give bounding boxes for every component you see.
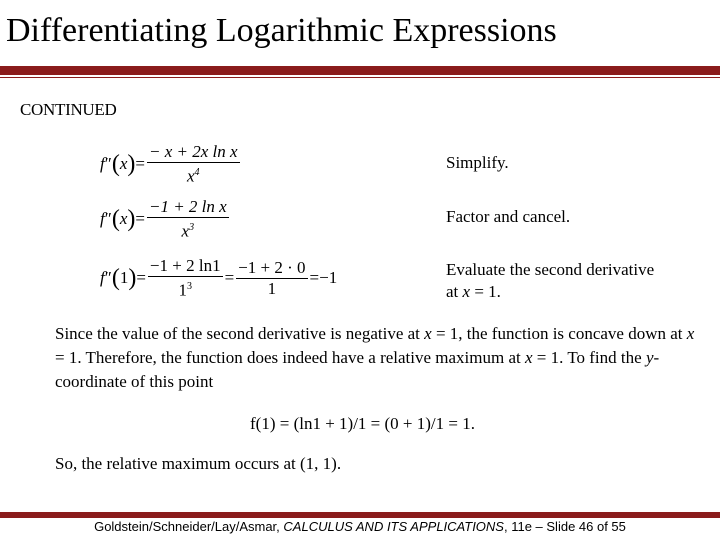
footer-book-title: CALCULUS AND ITS APPLICATIONS [283, 519, 504, 534]
eq3-paren-close: ) [128, 265, 137, 292]
eq1-primes: ″ [104, 154, 112, 174]
explanation-paragraph [55, 322, 695, 394]
slide-title: Differentiating Logarithmic Expressions [6, 12, 557, 49]
equation-y-coordinate [250, 414, 475, 434]
eq1-function: f [100, 154, 105, 174]
footer-citation [0, 519, 720, 534]
eq4-expression: f(1) = (ln1 + 1)/1 = (0 + 1)/1 = 1. [250, 414, 475, 433]
eq1-paren-close: ) [127, 151, 136, 178]
note-evaluate-prefix: at [446, 282, 463, 301]
eq1-fraction [147, 142, 240, 187]
eq3-fraction-1 [148, 256, 223, 301]
para-s2: = 1, the function is concave down at [431, 324, 687, 343]
eq3-fraction-2 [236, 258, 307, 299]
eq2-paren-close: ) [127, 206, 136, 233]
para-s3: = 1. Therefore, the function does indeed have a relative maximum at [55, 348, 525, 367]
equation-simplify [100, 142, 242, 187]
eq3-numerator-1: −1 + 2 ln1 [149, 256, 221, 275]
note-evaluate-var: x [462, 282, 471, 301]
eq2-denominator [180, 218, 197, 242]
note-evaluate-line2 [446, 281, 654, 303]
para-s1: Since the value of the second derivative is negative at [55, 324, 425, 343]
title-divider [0, 66, 720, 75]
eq2-equals: = [135, 209, 145, 229]
conclusion-text: So, the relative maximum occurs at (1, 1). [55, 454, 342, 473]
note-evaluate [446, 259, 654, 303]
eq1-numerator: − x + 2x ln x [148, 142, 238, 161]
equation-factor [100, 197, 231, 242]
eq3-arg: 1 [119, 268, 129, 288]
para-v3: x [525, 348, 533, 367]
eq3-numerator-2: −1 + 2 · 0 [238, 257, 306, 277]
para-v2: x [686, 324, 695, 343]
eq2-function: f [100, 209, 105, 229]
note-factor: Factor and cancel. [446, 207, 571, 226]
eq3-denominator-2: 1 [267, 278, 277, 298]
eq2-den-base: x [181, 221, 190, 241]
eq1-paren-open: ( [111, 151, 120, 178]
eq3-den1-base: 1 [178, 280, 187, 300]
eq1-arg: x [119, 154, 128, 174]
para-v4: y [645, 348, 654, 367]
eq1-den-base: x [186, 166, 195, 186]
eq3-equals-1: = [136, 268, 146, 288]
equation-evaluate [100, 256, 337, 301]
note-evaluate-suffix: = 1. [470, 282, 501, 301]
eq3-equals-3: = [309, 268, 320, 288]
eq3-result: −1 [319, 268, 338, 288]
eq1-equals: = [135, 154, 145, 174]
eq3-paren-open: ( [111, 265, 120, 292]
eq3-den1-exp: 3 [187, 281, 192, 292]
eq2-primes: ″ [104, 209, 112, 229]
para-s5: -coordinate of this point [55, 348, 660, 391]
continued-label: CONTINUED [20, 100, 117, 119]
eq3-equals-2: = [224, 268, 235, 288]
eq2-numerator: −1 + 2 ln x [148, 197, 227, 216]
eq2-arg: x [119, 209, 128, 229]
note-evaluate-line1: Evaluate the second derivative [446, 260, 655, 279]
eq3-primes: ″ [104, 268, 112, 288]
eq2-den-exp: 3 [189, 222, 195, 233]
para-s4: = 1. To find the [532, 348, 646, 367]
eq3-denominator-1 [177, 277, 195, 301]
eq1-denominator [185, 163, 202, 187]
note-simplify: Simplify. [446, 153, 509, 172]
eq1-den-exp: 4 [194, 167, 200, 178]
eq2-fraction [147, 197, 229, 242]
title-divider-line [0, 77, 720, 78]
footer-authors: Goldstein/Schneider/Lay/Asmar, [94, 519, 284, 534]
footer-slide-number: , 11e – Slide 46 of 55 [503, 519, 626, 534]
para-v1: x [424, 324, 432, 343]
footer-divider [0, 512, 720, 518]
eq3-function: f [100, 268, 105, 288]
eq2-paren-open: ( [111, 206, 120, 233]
